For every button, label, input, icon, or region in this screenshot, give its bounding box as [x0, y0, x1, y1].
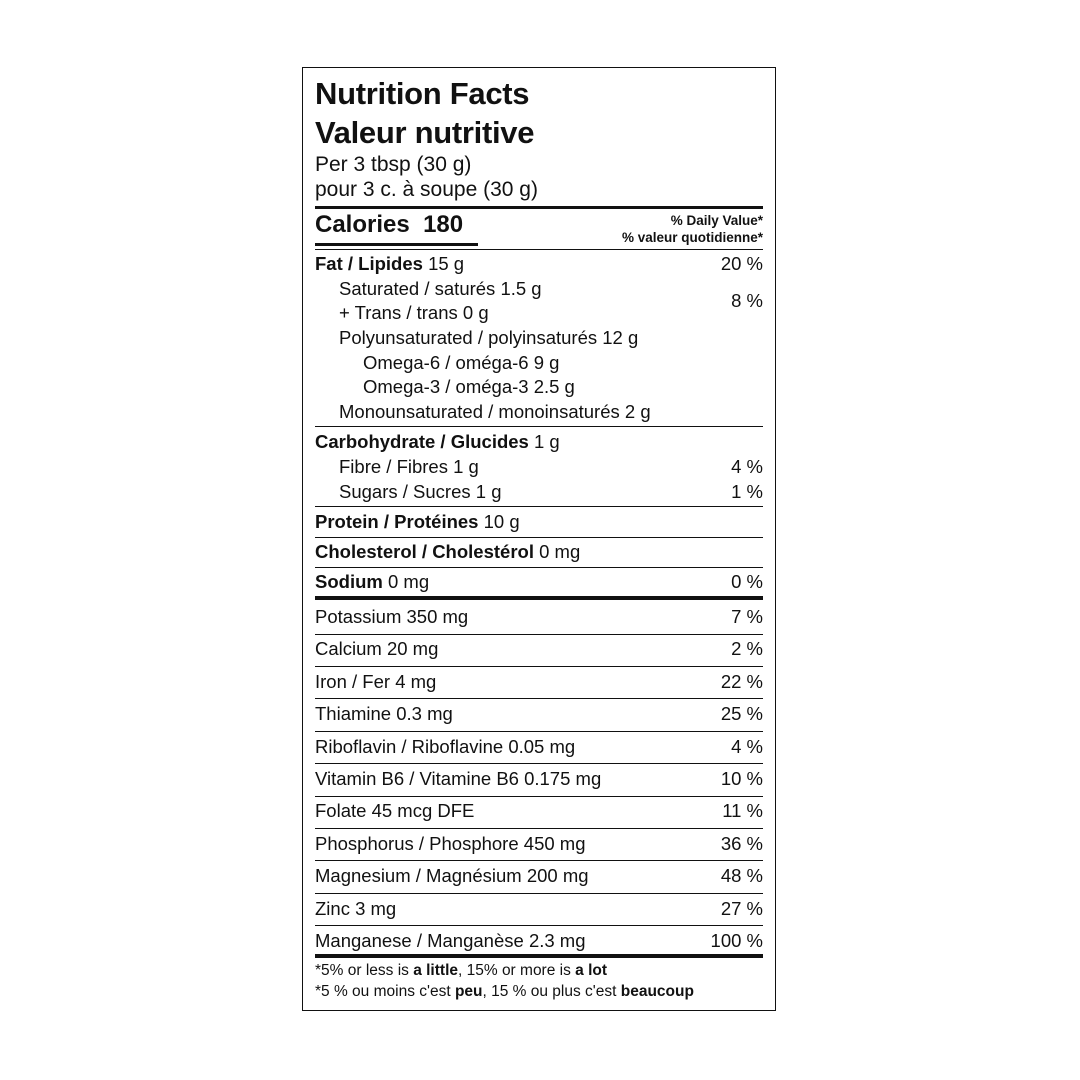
mineral-row — [315, 702, 763, 726]
mineral-label: Calcium — [315, 638, 382, 660]
divider — [315, 249, 763, 250]
mineral-pct: 27 % — [720, 897, 763, 919]
sodium-row — [315, 570, 763, 594]
footnote-en-bold1: a little — [413, 962, 458, 979]
polyunsaturated-row — [315, 326, 763, 350]
mineral-row — [315, 897, 763, 921]
mineral-amount: 200 mg — [526, 865, 589, 887]
footnote-en-bold2: a lot — [575, 962, 608, 979]
sugars-amount: 1 g — [475, 481, 502, 502]
divider — [315, 426, 763, 427]
footnote-fr-text: *5 % ou moins c'est — [315, 983, 455, 1000]
thick-divider — [315, 954, 763, 958]
trans-label: + Trans / trans — [339, 302, 458, 323]
sat-trans-pct — [731, 289, 763, 313]
mineral-pct: 10 % — [720, 768, 763, 789]
daily-value-header — [622, 212, 763, 246]
mineral-amount: 20 mg — [386, 638, 439, 660]
divider — [315, 925, 763, 926]
mineral-row — [315, 637, 763, 661]
cholesterol-amount: 0 mg — [539, 541, 581, 562]
fibre-row — [315, 455, 763, 479]
carb-amount: 1 g — [533, 431, 560, 452]
daily-value-header-fr: % valeur quotidienne* — [621, 230, 763, 245]
divider — [315, 763, 763, 764]
mineral-amount: 0.05 mg — [508, 735, 576, 757]
mineral-label: Vitamin B6 / Vitamine B6 — [315, 768, 519, 789]
footnote-en-text2: , 15% or more is — [458, 962, 576, 979]
divider — [315, 506, 763, 507]
mineral-label: Thiamine — [315, 703, 392, 725]
thick-divider — [315, 596, 763, 600]
mineral-pct: 7 % — [731, 606, 763, 627]
serving-size-fr: pour 3 c. à soupe (30 g) — [315, 178, 538, 201]
mineral-amount: 2.3 mg — [528, 930, 586, 951]
divider — [315, 828, 763, 829]
saturated-label: Saturated / saturés — [339, 278, 496, 299]
divider — [315, 537, 763, 538]
title-fr: Valeur nutritive — [315, 115, 535, 150]
sat-trans-pct-value: 8 % — [731, 290, 763, 311]
mineral-amount: 3 mg — [355, 897, 397, 919]
footnote-fr-bold1: peu — [454, 983, 483, 1000]
poly-label: Polyunsaturated / polyinsaturés — [339, 327, 598, 348]
footnote-en — [315, 961, 607, 981]
mineral-pct: 48 % — [720, 865, 763, 887]
mineral-label: Folate — [315, 800, 367, 822]
mineral-amount: 350 mg — [406, 606, 469, 627]
divider — [315, 206, 763, 209]
divider — [315, 893, 763, 894]
title-en: Nutrition Facts — [315, 76, 530, 111]
fat-label: Fat / Lipides — [315, 253, 423, 274]
mineral-row — [315, 605, 763, 629]
divider — [315, 860, 763, 861]
sugars-label: Sugars / Sucres — [339, 481, 471, 502]
cholesterol-label: Cholesterol / Cholestérol — [315, 541, 534, 562]
nutrition-facts-table — [302, 67, 776, 1011]
divider — [315, 698, 763, 699]
omega6-label: Omega-6 / oméga-6 — [363, 352, 529, 373]
sodium-pct: 0 % — [731, 571, 763, 592]
mineral-label: Zinc — [315, 897, 350, 919]
protein-row — [315, 510, 763, 534]
mineral-label: Potassium — [315, 606, 402, 627]
fat-pct: 20 % — [720, 253, 763, 274]
mineral-amount: 4 mg — [395, 670, 437, 692]
fat-amount: 15 g — [428, 253, 465, 274]
divider — [315, 796, 763, 797]
mineral-row — [315, 799, 763, 823]
daily-value-header-en: % Daily Value* — [670, 213, 763, 228]
protein-label: Protein / Protéines — [315, 511, 479, 532]
calories-value: 180 — [423, 211, 464, 238]
fibre-label: Fibre / Fibres — [339, 456, 448, 477]
sugars-pct: 1 % — [731, 481, 763, 502]
mineral-pct: 22 % — [720, 670, 763, 692]
sodium-label: Sodium — [315, 571, 383, 592]
poly-amount: 12 g — [602, 327, 639, 348]
serving-size-en: Per 3 tbsp (30 g) — [315, 153, 472, 176]
mineral-pct: 11 % — [722, 800, 763, 822]
sugars-row — [315, 480, 763, 504]
calories-underline — [315, 243, 478, 246]
omega6-amount: 9 g — [533, 352, 560, 373]
mineral-row — [315, 767, 763, 791]
mineral-pct: 25 % — [720, 703, 763, 725]
mineral-amount: 0.3 mg — [396, 703, 453, 725]
omega6-row — [315, 351, 763, 375]
mineral-amount: 45 mcg DFE — [371, 800, 475, 822]
cholesterol-row — [315, 540, 763, 564]
fibre-amount: 1 g — [453, 456, 479, 477]
mineral-label: Phosphorus / Phosphore — [315, 832, 519, 854]
mineral-row — [315, 929, 763, 953]
mono-amount: 2 g — [624, 401, 651, 422]
mineral-pct: 36 % — [720, 832, 763, 854]
mineral-label: Iron / Fer — [315, 670, 391, 692]
saturated-row — [315, 277, 763, 301]
omega3-label: Omega-3 / oméga-3 — [363, 376, 529, 397]
mineral-row — [315, 864, 763, 888]
omega3-amount: 2.5 g — [533, 376, 575, 397]
mineral-amount: 450 mg — [523, 832, 586, 854]
carbohydrate-row — [315, 430, 763, 454]
divider — [315, 731, 763, 732]
calories — [315, 210, 463, 240]
carb-label: Carbohydrate / Glucides — [315, 431, 529, 452]
divider — [315, 634, 763, 635]
divider — [315, 666, 763, 667]
mineral-amount: 0.175 mg — [524, 768, 602, 789]
saturated-amount: 1.5 g — [500, 278, 542, 299]
mineral-pct: 2 % — [731, 638, 763, 660]
calories-label: Calories — [315, 211, 410, 238]
mineral-row — [315, 670, 763, 694]
trans-row — [315, 301, 763, 325]
omega3-row — [315, 375, 763, 399]
footnote-fr — [315, 982, 694, 1002]
mineral-label: Manganese / Manganèse — [315, 930, 524, 951]
footnote-fr-text2: , 15 % ou plus c'est — [482, 983, 621, 1000]
fat-row — [315, 252, 763, 276]
mineral-label: Riboflavin / Riboflavine — [315, 735, 504, 757]
mineral-pct: 4 % — [731, 735, 763, 757]
mono-label: Monounsaturated / monoinsaturés — [339, 401, 620, 422]
trans-amount: 0 g — [462, 302, 489, 323]
monounsaturated-row — [315, 400, 763, 424]
footnote-en-text: *5% or less is — [315, 962, 414, 979]
protein-amount: 10 g — [483, 511, 520, 532]
mineral-row — [315, 735, 763, 759]
footnote-fr-bold2: beaucoup — [620, 983, 694, 1000]
divider — [315, 567, 763, 568]
mineral-row — [315, 832, 763, 856]
sodium-amount: 0 mg — [387, 571, 430, 592]
fibre-pct: 4 % — [731, 456, 763, 477]
mineral-pct: 100 % — [710, 930, 763, 951]
mineral-label: Magnesium / Magnésium — [315, 865, 522, 887]
